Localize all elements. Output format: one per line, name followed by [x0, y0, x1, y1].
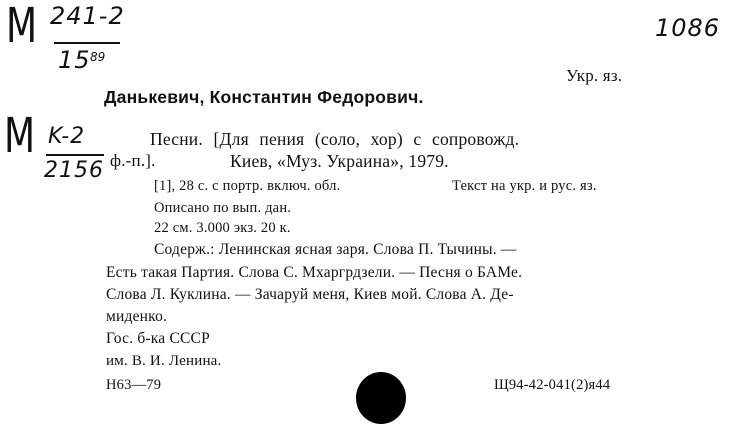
classification-code: Щ94-42-041(2)я44: [494, 377, 611, 393]
contents-line-3: Слова Л. Куклина. — Зачаруй меня, Киев мой. Слова А. Де-: [106, 286, 514, 303]
contents-line-4: миденко.: [106, 308, 168, 325]
contents-line-1: Содерж.: Ленинская ясная заря. Слова П. Тычины. —: [154, 241, 517, 258]
shelf-number-top-line1: 241-2: [50, 2, 125, 30]
corner-number: 1086: [655, 14, 721, 42]
library-name-line-1: Гос. б-ка СССР: [106, 330, 210, 347]
card-code: Н63—79: [106, 377, 162, 393]
author-heading: Данькевич, Константин Федорович.: [104, 87, 424, 107]
shelf-letter-mid: M: [4, 108, 36, 164]
shelf-number-top-line2: 15: [58, 46, 91, 74]
shelf-number-mid-line2: 2156: [44, 158, 104, 183]
title-line-1: Песни. [Для пения (соло, хор) с сопровожд.: [150, 129, 520, 149]
contents-line-2: Есть такая Партия. Слова С. Мхаргрдзели. — Песня о БАМе.: [106, 264, 523, 281]
physical-description: [1], 28 с. с портр. включ. обл.: [154, 178, 341, 194]
shelf-number-mid-line1: K-2: [48, 124, 86, 149]
language-note: Укр. яз.: [566, 66, 623, 85]
shelf-number-mid-divider: [46, 154, 104, 156]
shelf-letter-top: M: [6, 0, 38, 54]
library-name-line-2: им. В. И. Ленина.: [106, 353, 222, 369]
size-run-price: 22 см. 3.000 экз. 20 к.: [154, 220, 291, 236]
ink-blot: [356, 372, 406, 424]
title-line-2-imprint: Киев, «Муз. Украина», 1979.: [230, 151, 449, 171]
shelf-number-top-sup: 89: [90, 50, 106, 64]
shelf-number-divider: [54, 42, 120, 44]
title-line-2-prefix: ф.-п.].: [110, 151, 156, 170]
text-language-note: Текст на укр. и рус. яз.: [452, 178, 597, 194]
description-note: Описано по вып. дан.: [154, 200, 292, 216]
